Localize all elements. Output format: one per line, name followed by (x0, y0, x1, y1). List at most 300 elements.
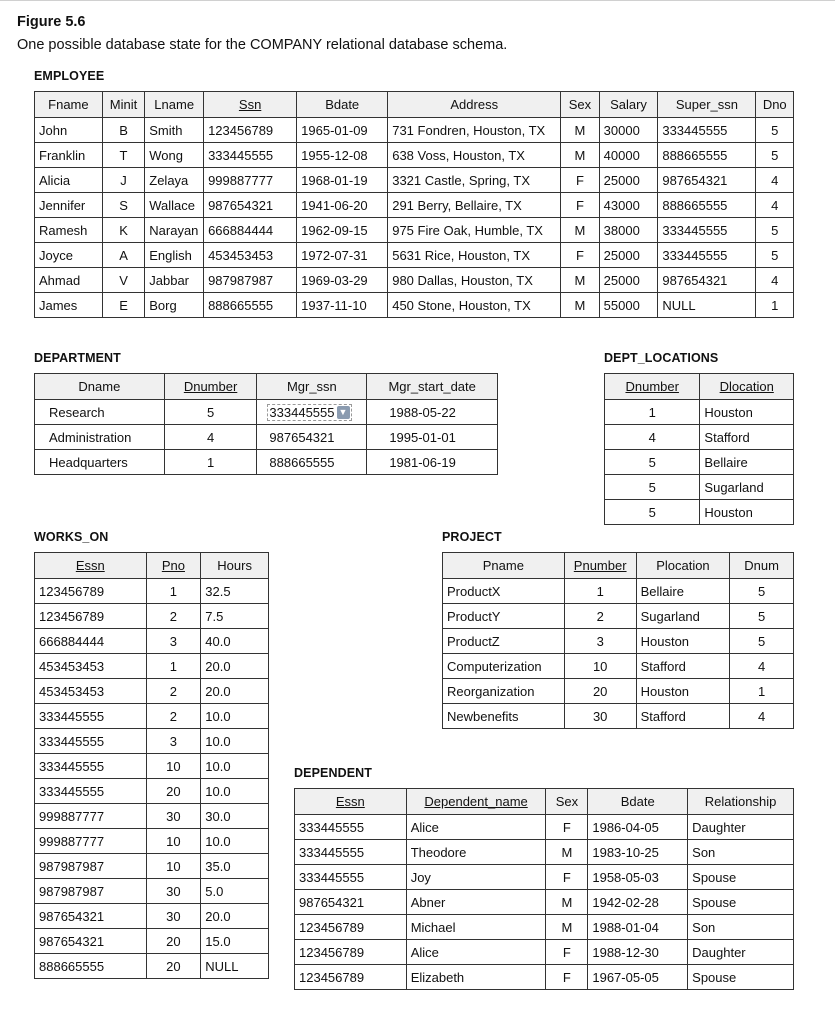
table-cell: M (561, 118, 599, 143)
table-cell: 123456789 (295, 940, 407, 965)
table-cell: 5 (756, 143, 794, 168)
employee-header-bdate: Bdate (297, 92, 388, 118)
employee-row (35, 218, 794, 243)
table-cell: 987654321 (658, 268, 756, 293)
table-cell: 25000 (599, 168, 658, 193)
table-cell: Stafford (700, 425, 794, 450)
dept-locations-row (605, 425, 794, 450)
table-cell: 333445555 (658, 243, 756, 268)
table-cell: K (102, 218, 144, 243)
table-cell: 40.0 (201, 629, 269, 654)
table-cell: Son (688, 840, 794, 865)
table-cell: 888665555 (658, 143, 756, 168)
table-cell: 5 (730, 629, 794, 654)
dept-locations-header-dlocation: Dlocation (700, 374, 794, 400)
table-cell: 453453453 (35, 679, 147, 704)
table-cell: 453453453 (35, 654, 147, 679)
table-cell: 1958-05-03 (588, 865, 688, 890)
table-cell: 333445555 (295, 840, 407, 865)
table-cell: M (561, 218, 599, 243)
table-cell: 5 (730, 604, 794, 629)
table-cell: B (102, 118, 144, 143)
table-cell: 666884444 (35, 629, 147, 654)
table-cell: Spouse (688, 865, 794, 890)
table-cell: 30000 (599, 118, 658, 143)
works-on-row (35, 604, 269, 629)
table-cell: A (102, 243, 144, 268)
department-header-mgr-ssn: Mgr_ssn (257, 374, 367, 400)
table-cell: 25000 (599, 268, 658, 293)
table-cell: 7.5 (201, 604, 269, 629)
table-cell: 731 Fondren, Houston, TX (388, 118, 561, 143)
table-cell: Alice (406, 940, 546, 965)
works-on-table (34, 552, 269, 979)
table-cell: 333445555 (295, 815, 407, 840)
table-cell: Reorganization (443, 679, 565, 704)
table-cell: 999887777 (204, 168, 297, 193)
table-cell: 32.5 (201, 579, 269, 604)
table-cell: 987654321 (257, 425, 367, 450)
works-on-row (35, 879, 269, 904)
table-cell: 333445555 (35, 729, 147, 754)
table-cell: 1988-12-30 (588, 940, 688, 965)
works-on-row (35, 779, 269, 804)
works-on-header-essn: Essn (35, 553, 147, 579)
dependent-row (295, 940, 794, 965)
table-cell: 291 Berry, Bellaire, TX (388, 193, 561, 218)
table-cell: 5 (605, 500, 700, 525)
table-cell: 5 (605, 475, 700, 500)
table-cell: 1 (730, 679, 794, 704)
table-cell: Borg (145, 293, 204, 318)
employee-header-ssn: Ssn (204, 92, 297, 118)
table-cell: 333445555 (295, 865, 407, 890)
table-cell: Narayan (145, 218, 204, 243)
table-cell: 20 (146, 954, 201, 979)
table-cell: 1937-11-10 (297, 293, 388, 318)
table-cell: 2 (564, 604, 636, 629)
table-cell: 1942-02-28 (588, 890, 688, 915)
employee-header-dno: Dno (756, 92, 794, 118)
employee-table (34, 91, 794, 318)
table-cell: 25000 (599, 243, 658, 268)
department-table-title: DEPARTMENT (34, 351, 121, 365)
dept-locations-header-dnumber: Dnumber (605, 374, 700, 400)
table-cell: 38000 (599, 218, 658, 243)
table-cell: Daughter (688, 940, 794, 965)
project-header-dnum: Dnum (730, 553, 794, 579)
table-cell: M (561, 293, 599, 318)
table-cell: 5 (756, 243, 794, 268)
figure-number: Figure 5.6 (17, 14, 86, 30)
employee-table-title: EMPLOYEE (34, 69, 105, 83)
table-cell: 5 (605, 450, 700, 475)
table-cell: F (546, 940, 588, 965)
table-cell: 10.0 (201, 829, 269, 854)
employee-row (35, 118, 794, 143)
project-table-title: PROJECT (442, 530, 502, 544)
works-on-header-pno: Pno (146, 553, 201, 579)
table-cell: 10 (146, 754, 201, 779)
table-cell: ProductZ (443, 629, 565, 654)
employee-header-minit: Minit (102, 92, 144, 118)
table-cell: J (102, 168, 144, 193)
employee-header-super-ssn: Super_ssn (658, 92, 756, 118)
table-cell: Newbenefits (443, 704, 565, 729)
employee-header-lname: Lname (145, 92, 204, 118)
employee-row (35, 193, 794, 218)
table-cell: 123456789 (204, 118, 297, 143)
chevron-down-icon[interactable]: ▼ (337, 406, 350, 419)
table-cell: 10.0 (201, 729, 269, 754)
table-cell: 975 Fire Oak, Humble, TX (388, 218, 561, 243)
table-cell: Abner (406, 890, 546, 915)
table-cell: 30 (146, 804, 201, 829)
table-cell: 666884444 (204, 218, 297, 243)
table-cell: Joyce (35, 243, 103, 268)
project-header-plocation: Plocation (636, 553, 730, 579)
table-cell: S (102, 193, 144, 218)
dependent-table (294, 788, 794, 990)
table-cell: 123456789 (295, 965, 407, 990)
table-cell: 1995-01-01 (367, 425, 498, 450)
works-on-row (35, 904, 269, 929)
dept-locations-row (605, 475, 794, 500)
table-cell: 3 (564, 629, 636, 654)
table-cell: 3 (146, 729, 201, 754)
table-cell: 1955-12-08 (297, 143, 388, 168)
table-cell: 1969-03-29 (297, 268, 388, 293)
table-cell: 1988-05-22 (367, 400, 498, 425)
table-cell: 1965-01-09 (297, 118, 388, 143)
employee-row (35, 293, 794, 318)
table-cell: Franklin (35, 143, 103, 168)
table-cell: Daughter (688, 815, 794, 840)
table-cell: 1962-09-15 (297, 218, 388, 243)
table-cell: Elizabeth (406, 965, 546, 990)
table-cell: T (102, 143, 144, 168)
table-cell: 20.0 (201, 654, 269, 679)
table-cell: 4 (730, 704, 794, 729)
works-on-row (35, 654, 269, 679)
table-cell: 43000 (599, 193, 658, 218)
department-row (35, 400, 498, 425)
dependent-header-relationship: Relationship (688, 789, 794, 815)
table-cell: 20 (146, 929, 201, 954)
project-row (443, 654, 794, 679)
dependent-table-title: DEPENDENT (294, 766, 372, 780)
dept-locations-row (605, 450, 794, 475)
employee-row (35, 243, 794, 268)
table-cell: F (546, 965, 588, 990)
project-row (443, 679, 794, 704)
dependent-row (295, 915, 794, 940)
dependent-header-bdate: Bdate (588, 789, 688, 815)
dept-locations-row (605, 500, 794, 525)
table-cell: 55000 (599, 293, 658, 318)
table-cell: 10 (146, 829, 201, 854)
table-cell: 1 (164, 450, 257, 475)
table-cell: Smith (145, 118, 204, 143)
table-cell: 3321 Castle, Spring, TX (388, 168, 561, 193)
works-on-row (35, 854, 269, 879)
table-cell: Research (35, 400, 165, 425)
works-on-row (35, 804, 269, 829)
table-cell: 333445555 (658, 118, 756, 143)
employee-header-fname: Fname (35, 92, 103, 118)
table-cell: 1981-06-19 (367, 450, 498, 475)
dependent-row (295, 840, 794, 865)
table-cell: 10 (564, 654, 636, 679)
project-row (443, 704, 794, 729)
table-cell: Alice (406, 815, 546, 840)
dependent-row (295, 965, 794, 990)
table-cell: M (546, 915, 588, 940)
department-row (35, 425, 498, 450)
table-cell: 2 (146, 679, 201, 704)
table-cell: James (35, 293, 103, 318)
project-row (443, 629, 794, 654)
table-cell: 638 Voss, Houston, TX (388, 143, 561, 168)
table-cell: 453453453 (204, 243, 297, 268)
table-cell: NULL (658, 293, 756, 318)
table-cell: 987987987 (204, 268, 297, 293)
works-on-row (35, 679, 269, 704)
table-cell: 888665555 (35, 954, 147, 979)
table-cell: F (561, 168, 599, 193)
project-row (443, 604, 794, 629)
dependent-header-dependent-name: Dependent_name (406, 789, 546, 815)
table-cell: 999887777 (35, 829, 147, 854)
table-cell: 10 (146, 854, 201, 879)
table-cell: 987987987 (35, 854, 147, 879)
table-cell: 987654321 (35, 929, 147, 954)
table-cell: 1 (756, 293, 794, 318)
table-cell: 333445555 (35, 754, 147, 779)
top-divider (0, 0, 835, 1)
table-cell: Jabbar (145, 268, 204, 293)
table-cell: 10.0 (201, 779, 269, 804)
table-cell: 1967-05-05 (588, 965, 688, 990)
table-cell: 987654321 (204, 193, 297, 218)
table-cell: 4 (756, 268, 794, 293)
department-row (35, 450, 498, 475)
table-cell: 333445555 (204, 143, 297, 168)
table-cell: V (102, 268, 144, 293)
department-header-dname: Dname (35, 374, 165, 400)
table-cell: 4 (164, 425, 257, 450)
table-cell: F (561, 193, 599, 218)
table-cell: 5 (730, 579, 794, 604)
table-cell: Zelaya (145, 168, 204, 193)
table-cell: 4 (756, 193, 794, 218)
table-cell: Computerization (443, 654, 565, 679)
project-header-pname: Pname (443, 553, 565, 579)
table-cell: Alicia (35, 168, 103, 193)
table-cell: 1 (146, 654, 201, 679)
table-cell: 2 (146, 704, 201, 729)
table-cell: Houston (636, 629, 730, 654)
table-cell: Theodore (406, 840, 546, 865)
table-cell: Michael (406, 915, 546, 940)
table-cell: Wallace (145, 193, 204, 218)
dependent-row (295, 815, 794, 840)
table-cell: Bellaire (636, 579, 730, 604)
table-cell: Son (688, 915, 794, 940)
table-cell: NULL (201, 954, 269, 979)
works-on-row (35, 829, 269, 854)
table-cell: 15.0 (201, 929, 269, 954)
table-cell: 1972-07-31 (297, 243, 388, 268)
table-cell: Headquarters (35, 450, 165, 475)
table-cell: 30 (146, 904, 201, 929)
works-on-row (35, 629, 269, 654)
works-on-row (35, 954, 269, 979)
table-cell: 980 Dallas, Houston, TX (388, 268, 561, 293)
table-cell: Spouse (688, 965, 794, 990)
table-cell: 5631 Rice, Houston, TX (388, 243, 561, 268)
table-cell: Stafford (636, 704, 730, 729)
table-cell: 4 (605, 425, 700, 450)
table-cell: 450 Stone, Houston, TX (388, 293, 561, 318)
employee-header-sex: Sex (561, 92, 599, 118)
dependent-row (295, 890, 794, 915)
table-cell: Houston (700, 400, 794, 425)
table-cell: 123456789 (35, 579, 147, 604)
table-cell: Ramesh (35, 218, 103, 243)
table-cell: 1 (605, 400, 700, 425)
table-cell: 888665555 (658, 193, 756, 218)
works-on-table-title: WORKS_ON (34, 530, 109, 544)
department-header-mgr-start-date: Mgr_start_date (367, 374, 498, 400)
project-table (442, 552, 794, 729)
table-cell: 2 (146, 604, 201, 629)
table-cell: Stafford (636, 654, 730, 679)
table-cell: Administration (35, 425, 165, 450)
employee-row (35, 168, 794, 193)
table-cell: 987654321 (295, 890, 407, 915)
table-cell: M (546, 840, 588, 865)
works-on-row (35, 729, 269, 754)
table-cell: 1986-04-05 (588, 815, 688, 840)
table-cell: 3 (146, 629, 201, 654)
table-cell: Spouse (688, 890, 794, 915)
table-cell: 1941-06-20 (297, 193, 388, 218)
table-cell: 10.0 (201, 704, 269, 729)
table-cell: 888665555 (257, 450, 367, 475)
dependent-header-sex: Sex (546, 789, 588, 815)
table-cell: 333445555 (35, 704, 147, 729)
table-cell: F (546, 865, 588, 890)
employee-header-salary: Salary (599, 92, 658, 118)
table-cell: 5 (756, 118, 794, 143)
table-cell: ProductX (443, 579, 565, 604)
table-cell: 1 (146, 579, 201, 604)
table-cell (257, 400, 367, 425)
project-header-pnumber: Pnumber (564, 553, 636, 579)
table-cell: 30 (146, 879, 201, 904)
employee-row (35, 143, 794, 168)
table-cell: M (561, 143, 599, 168)
table-cell: 4 (756, 168, 794, 193)
dependent-header-essn: Essn (295, 789, 407, 815)
table-cell: John (35, 118, 103, 143)
table-cell: Sugarland (700, 475, 794, 500)
mgr-ssn-value: 333445555 (269, 404, 335, 420)
table-cell: 35.0 (201, 854, 269, 879)
table-cell: 888665555 (204, 293, 297, 318)
dept-locations-table (604, 373, 794, 525)
dept-locations-table-title: DEPT_LOCATIONS (604, 351, 719, 365)
table-cell: 987987987 (35, 879, 147, 904)
table-cell: 333445555 (35, 779, 147, 804)
table-cell: 30.0 (201, 804, 269, 829)
table-cell: 20.0 (201, 904, 269, 929)
table-cell: ProductY (443, 604, 565, 629)
table-cell: Joy (406, 865, 546, 890)
works-on-row (35, 704, 269, 729)
department-header-dnumber: Dnumber (164, 374, 257, 400)
table-cell: 987654321 (658, 168, 756, 193)
table-cell: Sugarland (636, 604, 730, 629)
works-on-row (35, 929, 269, 954)
project-row (443, 579, 794, 604)
table-cell: 1 (564, 579, 636, 604)
table-cell: M (561, 268, 599, 293)
table-cell: F (561, 243, 599, 268)
table-cell: 20 (564, 679, 636, 704)
employee-header-address: Address (388, 92, 561, 118)
table-cell: 4 (730, 654, 794, 679)
table-cell: 30 (564, 704, 636, 729)
table-cell: 5 (756, 218, 794, 243)
table-cell: 20 (146, 779, 201, 804)
table-cell: 123456789 (35, 604, 147, 629)
table-cell: 123456789 (295, 915, 407, 940)
table-cell: Houston (636, 679, 730, 704)
works-on-row (35, 754, 269, 779)
table-cell: F (546, 815, 588, 840)
works-on-header-hours: Hours (201, 553, 269, 579)
works-on-row (35, 579, 269, 604)
table-cell: 5 (164, 400, 257, 425)
table-cell: Jennifer (35, 193, 103, 218)
table-cell: Houston (700, 500, 794, 525)
dept-locations-row (605, 400, 794, 425)
table-cell: Ahmad (35, 268, 103, 293)
employee-row (35, 268, 794, 293)
table-cell: Wong (145, 143, 204, 168)
table-cell: 1983-10-25 (588, 840, 688, 865)
table-cell: M (546, 890, 588, 915)
figure-caption: One possible database state for the COMPANY relational database schema. (17, 37, 508, 53)
mgr-ssn-dropdown[interactable] (267, 404, 351, 421)
table-cell: 10.0 (201, 754, 269, 779)
table-cell: Bellaire (700, 450, 794, 475)
table-cell: 20.0 (201, 679, 269, 704)
table-cell: E (102, 293, 144, 318)
table-cell: 40000 (599, 143, 658, 168)
table-cell: English (145, 243, 204, 268)
table-cell: 5.0 (201, 879, 269, 904)
table-cell: 1968-01-19 (297, 168, 388, 193)
table-cell: 999887777 (35, 804, 147, 829)
table-cell: 333445555 (658, 218, 756, 243)
table-cell: 1988-01-04 (588, 915, 688, 940)
table-cell: 987654321 (35, 904, 147, 929)
dependent-row (295, 865, 794, 890)
department-table (34, 373, 498, 475)
